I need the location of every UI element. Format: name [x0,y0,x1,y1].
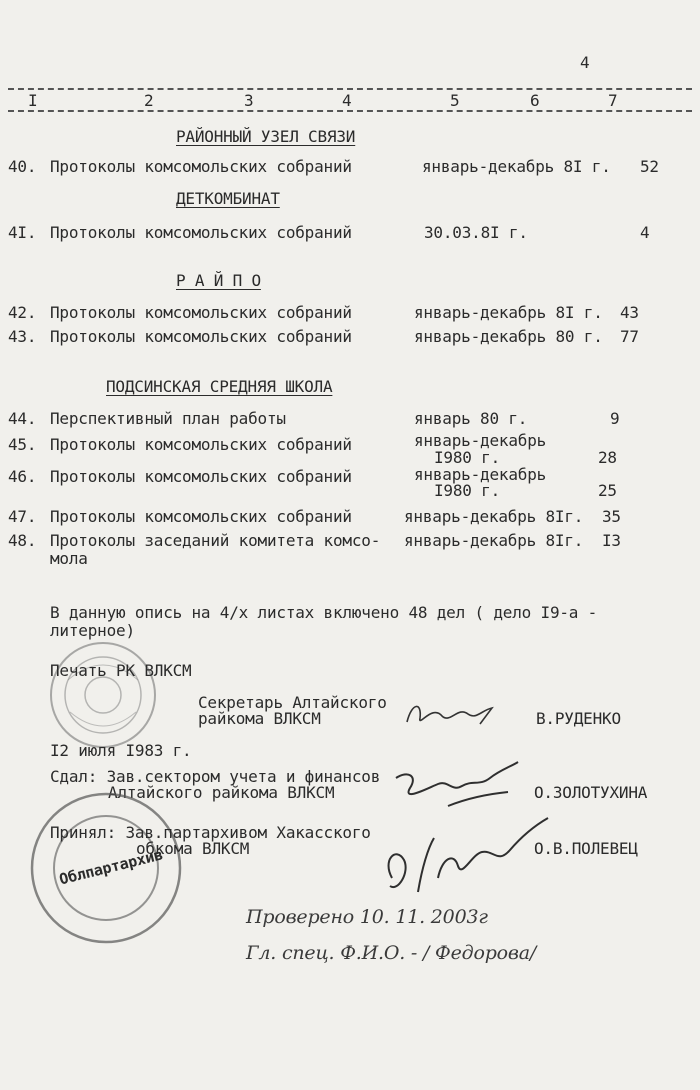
handed-line-1: Сдал: Зав.сектором учета и финансов [50,767,381,786]
seal-stamp-raikom [48,640,158,750]
summary-line-2: литерное) [50,621,135,640]
row-count: 28 [598,448,617,467]
seal-label: Печать РК ВЛКСМ [50,661,192,680]
row-date: 30.03.8I г. [424,223,528,242]
row-count: 52 [640,157,659,176]
row-number: 47. [8,507,37,526]
column-number-7: 7 [608,91,618,110]
row-date: январь-декабрь 8Iг. [404,531,584,550]
row-count: 77 [620,327,639,346]
handwritten-check-line-1: Проверено 10. 11. 2003г [246,906,488,928]
row-title: Протоколы комсомольских собраний [50,327,352,346]
row-date: январь 80 г. [414,409,528,428]
section-title: Р А Й П О [176,271,261,290]
row-date-line2: I980 г. [434,481,501,500]
row-count: I3 [602,531,621,550]
secretary-signature [402,694,512,734]
summary-line-1: В данную опись на 4/х листах включено 48 дел ( дело I9-а - [50,603,598,622]
row-date: январь-декабрь 8I г. [422,157,611,176]
received-line-1: Принял: Зав.партархивом Хакасского [50,823,371,842]
row-title: Протоколы комсомольских собраний [50,507,352,526]
row-title: Протоколы комсомольских собраний [50,223,352,242]
secretary-role-line1: Секретарь Алтайского [198,693,387,712]
row-number: 48. [8,531,37,550]
section-title: ПОДСИНСКАЯ СРЕДНЯЯ ШКОЛА [106,377,333,396]
column-number-3: 3 [244,91,254,110]
column-number-5: 5 [450,91,460,110]
secretary-role-line2: райкома ВЛКСМ [198,709,321,728]
row-date: январь-декабрь 80 г. [414,327,603,346]
secretary-name: В.РУДЕНКО [536,709,621,728]
row-number: 46. [8,467,37,486]
row-count: 4 [640,223,650,242]
header-dash-bottom [8,110,692,112]
row-date: январь-декабрь 8I г. [414,303,603,322]
column-number-4: 4 [342,91,352,110]
row-number: 42. [8,303,37,322]
row-date: январь-декабрь 8Iг. [404,507,584,526]
column-number-6: 6 [530,91,540,110]
received-line-2: обкома ВЛКСМ [136,839,250,858]
row-title: Протоколы комсомольских собраний [50,157,352,176]
row-title-line2: мола [50,549,88,568]
row-number: 43. [8,327,37,346]
column-number-1: I [28,91,38,110]
received-signature [378,808,558,904]
row-number: 44. [8,409,37,428]
row-count: 35 [602,507,621,526]
row-number: 4I. [8,223,37,242]
column-number-2: 2 [144,91,154,110]
page-number: 4 [580,53,590,72]
row-title: Протоколы комсомольских собраний [50,435,352,454]
row-date-line1: январь-декабрь [414,465,547,484]
row-number: 45. [8,435,37,454]
row-count: 25 [598,481,617,500]
row-title: Протоколы комсомольских собраний [50,303,352,322]
row-date-line2: I980 г. [434,448,501,467]
row-title-line1: Протоколы заседаний комитета комсо- [50,531,381,550]
received-name: О.В.ПОЛЕВЕЦ [534,839,638,858]
row-title: Протоколы комсомольских собраний [50,467,352,486]
row-title: Перспективный план работы [50,409,286,428]
document-date: I2 июля I983 г. [50,741,192,760]
handed-name: О.ЗОЛОТУХИНА [534,783,648,802]
section-title: ДЕТКОМБИНАТ [176,189,280,208]
header-dash-top [8,88,692,90]
row-count: 43 [620,303,639,322]
handed-line-2: Алтайского райкома ВЛКСМ [108,783,335,802]
section-title: РАЙОННЫЙ УЗЕЛ СВЯЗИ [176,127,356,146]
row-date-line1: январь-декабрь [414,431,547,450]
row-count: 9 [610,409,620,428]
seal-center-text: Облпартархив [57,845,165,889]
handwritten-check-line-2: Гл. спец. Ф.И.О. - / Федорова/ [246,942,537,964]
row-number: 40. [8,157,37,176]
